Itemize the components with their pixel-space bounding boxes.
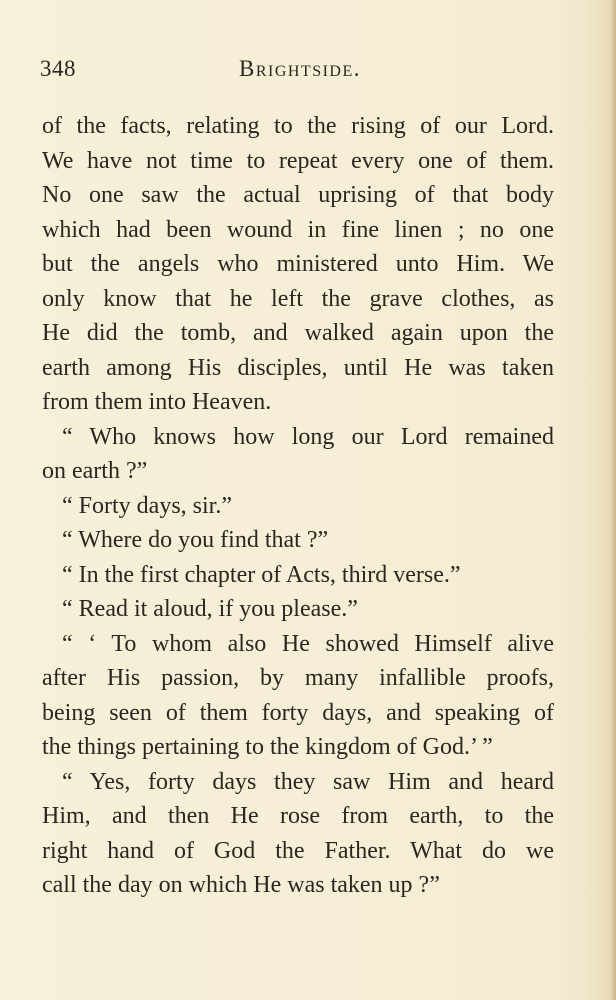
- text-line: “ Who knows how long our Lord remained: [62, 423, 554, 450]
- text-line: of the facts, relating to the rising of our Lord.: [42, 113, 554, 139]
- page-number: 348: [40, 56, 76, 81]
- text-line: on earth ?”: [42, 458, 148, 484]
- page-edge-shadow: [610, 0, 616, 1000]
- text-line: earth among His disciples, until He was taken: [42, 354, 554, 381]
- text-line: “ Forty days, sir.”: [62, 492, 232, 519]
- text-line: “ Read it aloud, if you please.”: [62, 596, 358, 622]
- text-line: only know that he left the grave clothes, as: [42, 285, 554, 312]
- text-line: right hand of God the Father. What do we: [42, 837, 554, 864]
- text-line: being seen of them forty days, and speaking of: [42, 699, 554, 726]
- text-line: but the angels who ministered unto Him. We: [42, 251, 554, 277]
- text-line: call the day on which He was taken up ?”: [42, 872, 440, 898]
- text-line: “ Yes, forty days they saw Him and heard: [62, 768, 554, 795]
- text-line: from them into Heaven.: [42, 389, 272, 415]
- running-title: Brightside.: [238, 56, 362, 81]
- text-line: after His passion, by many infallible proofs,: [42, 665, 554, 691]
- running-head: [40, 56, 560, 86]
- text-line: We have not time to repeat every one of them.: [42, 147, 554, 174]
- text-line: No one saw the actual uprising of that body: [42, 182, 554, 208]
- body-text: [42, 109, 554, 903]
- text-line: Him, and then He rose from earth, to the: [42, 803, 554, 829]
- text-line: He did the tomb, and walked again upon the: [42, 320, 554, 346]
- text-line: “ ‘ To whom also He showed Himself alive: [62, 630, 554, 657]
- text-line: “ Where do you find that ?”: [62, 527, 329, 553]
- text-line: which had been wound in fine linen ; no one: [42, 216, 554, 243]
- text-line: “ In the first chapter of Acts, third verse.”: [62, 561, 461, 588]
- text-line: the things pertaining to the kingdom of God.’ ”: [42, 734, 493, 760]
